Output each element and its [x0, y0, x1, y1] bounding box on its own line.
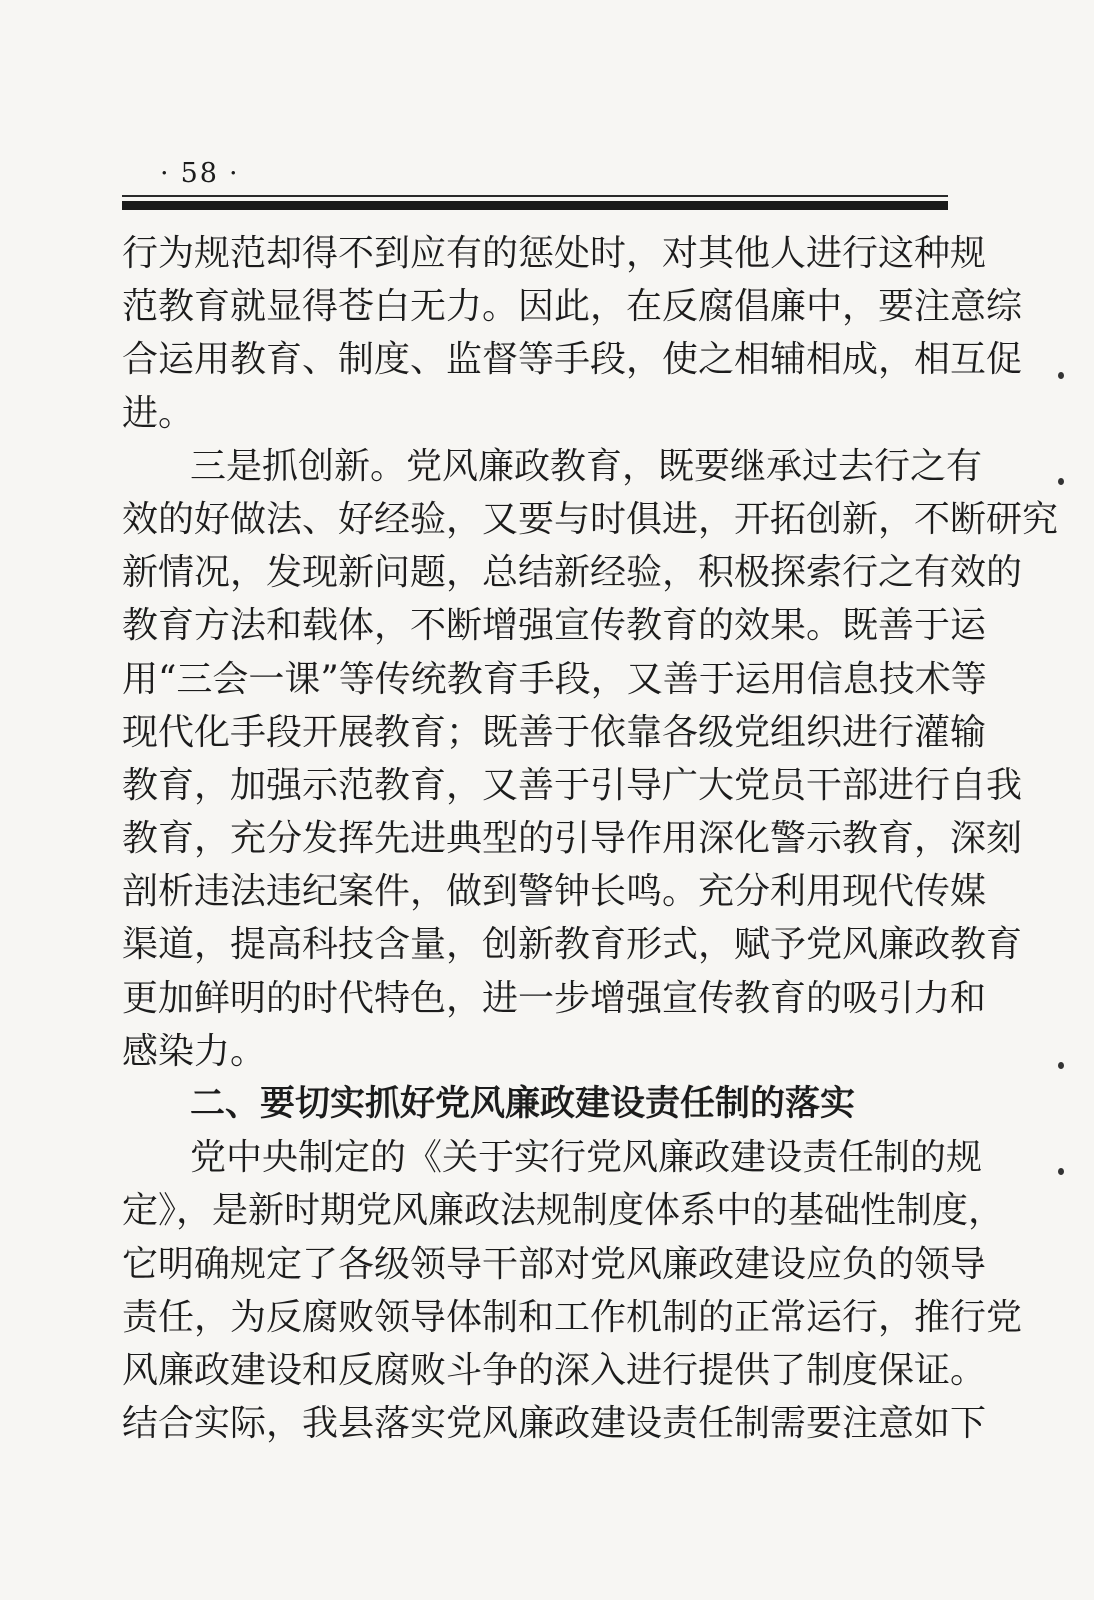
section-heading: 二、要切实抓好党风廉政建设责任制的落实: [190, 1084, 856, 1124]
body-text: [122, 227, 1059, 1450]
text-line: 新情况，发现新问题，总结新经验，积极探索行之有效的: [122, 552, 1023, 594]
text-line: 感染力。: [122, 1030, 267, 1072]
header-rule-thick: [122, 201, 948, 210]
text-line: 渠道，提高科技含量，创新教育形式，赋予党风廉政教育: [122, 924, 1023, 966]
scan-speck: [1058, 1168, 1064, 1175]
text-line: 结合实际，我县落实党风廉政建设责任制需要注意如下: [122, 1403, 987, 1445]
text-line: 现代化手段开展教育；既善于依靠各级党组织进行灌输: [122, 711, 987, 753]
paragraph-start-line: 三是抓创新。党风廉政教育，既要继承过去行之有: [190, 445, 983, 487]
text-line: 定》，是新时期党风廉政法规制度体系中的基础性制度，: [122, 1190, 1005, 1232]
scan-speck: [1058, 372, 1064, 379]
text-line: 用“三会一课”等传统教育手段，又善于运用信息技术等: [122, 658, 987, 700]
text-line: 责任，为反腐败领导体制和工作机制的正常运行，推行党: [122, 1296, 1023, 1338]
header-rule-thin: [122, 195, 948, 197]
page-number: 58: [180, 158, 219, 189]
header-dot-right: ·: [228, 158, 240, 189]
text-line: 教育，充分发挥先进典型的引导作用深化警示教育，深刻: [122, 818, 1023, 860]
text-line: 教育，加强示范教育，又善于引导广大党员干部进行自我: [122, 764, 1023, 806]
header-dot-left: ·: [160, 158, 171, 189]
text-line: 更加鲜明的时代特色，进一步增强宣传教育的吸引力和: [122, 977, 987, 1019]
text-line: 合运用教育、制度、监督等手段，使之相辅相成，相互促: [122, 339, 1023, 381]
text-line: 范教育就显得苍白无力。因此，在反腐倡廉中，要注意综: [122, 286, 1023, 328]
text-line: 教育方法和载体，不断增强宣传教育的效果。既善于运: [122, 605, 987, 647]
text-line: 剖析违法违纪案件，做到警钟长鸣。充分利用现代传媒: [122, 871, 987, 913]
text-line: 行为规范却得不到应有的惩处时，对其他人进行这种规: [122, 233, 987, 274]
text-line: 风廉政建设和反腐败斗争的深入进行提供了制度保证。: [122, 1349, 987, 1391]
text-line: 它明确规定了各级领导干部对党风廉政建设应负的领导: [122, 1243, 987, 1285]
page-header: [150, 158, 250, 189]
text-line: 效的好做法、好经验，又要与时俱进，开拓创新，不断研究: [122, 498, 1059, 540]
scan-speck: [1058, 1062, 1064, 1069]
text-line: 进。: [122, 392, 195, 434]
paragraph-start-line: 党中央制定的《关于实行党风廉政建设责任制的规: [190, 1137, 983, 1179]
scan-speck: [1058, 478, 1064, 485]
